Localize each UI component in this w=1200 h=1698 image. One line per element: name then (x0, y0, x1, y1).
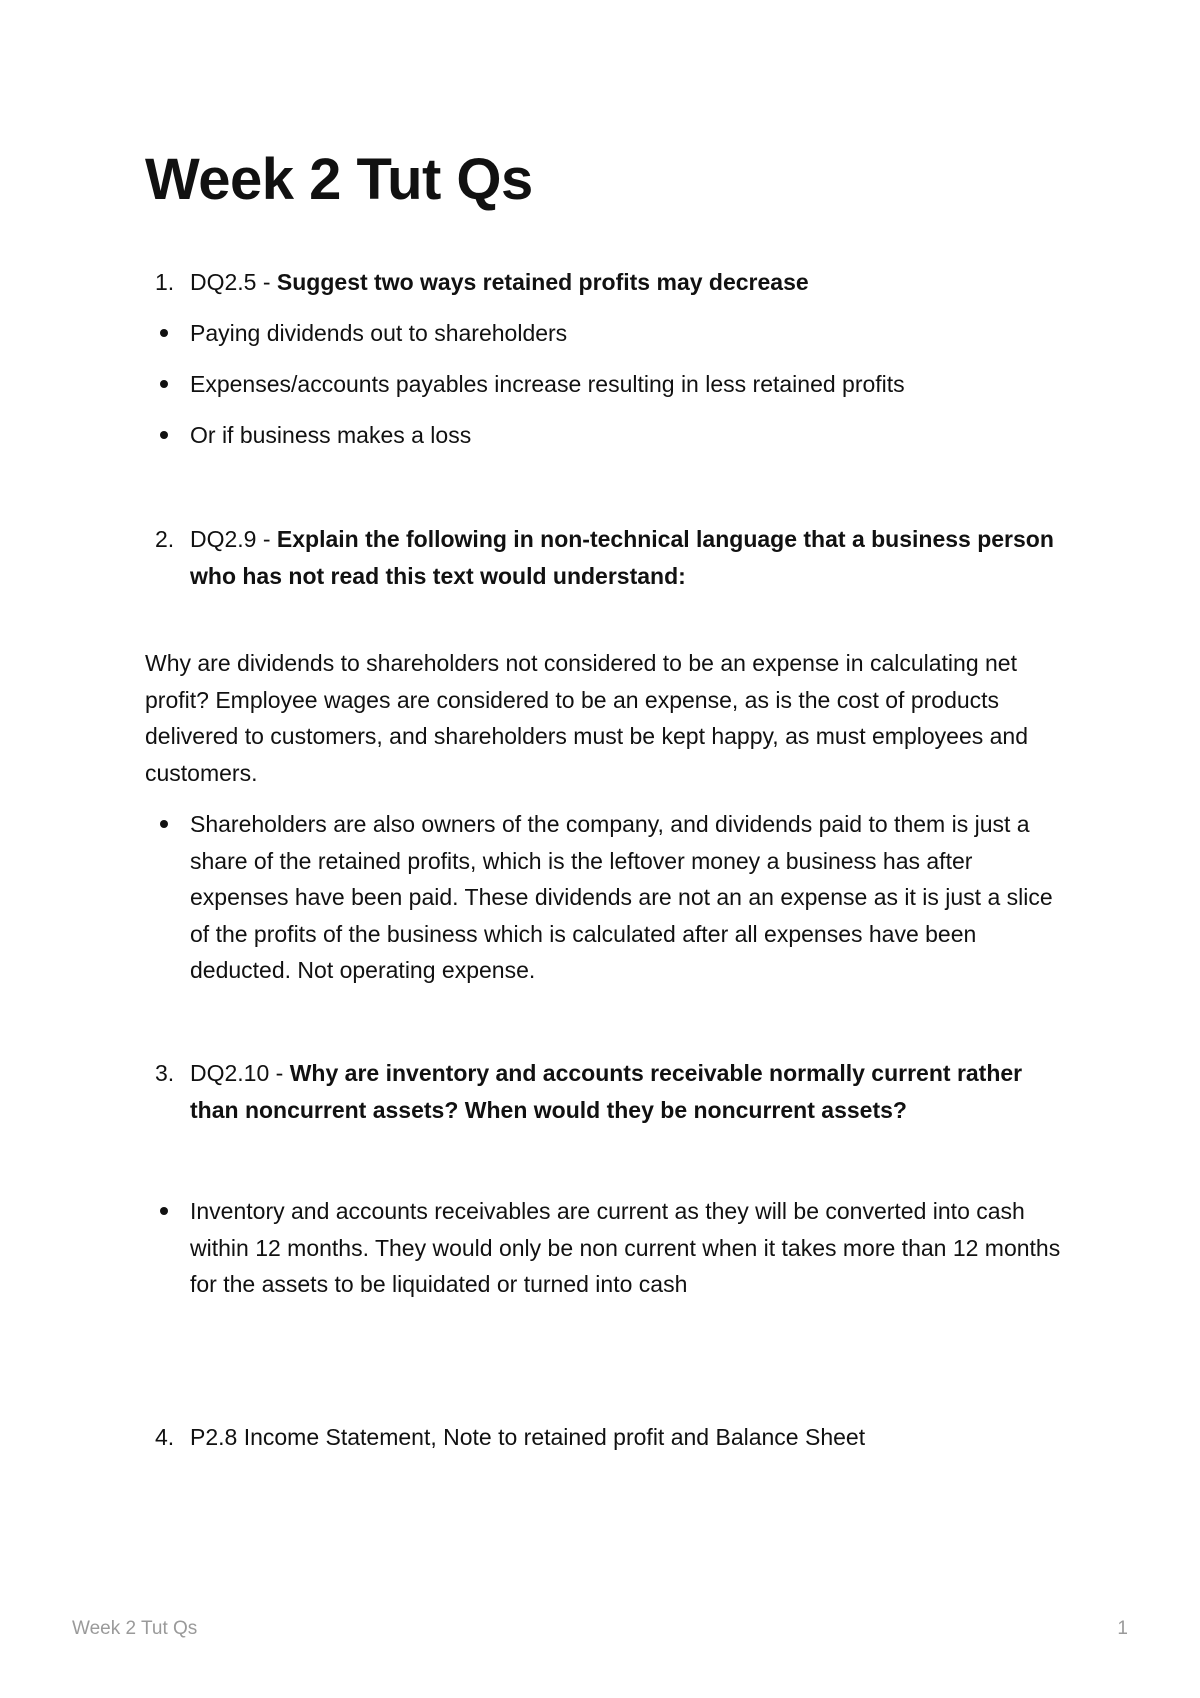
question-4-text: P2.8 Income Statement, Note to retained profit and Balance Sheet (190, 1424, 866, 1450)
question-2-text: Explain the following in non-technical language that a business person who has not read this text would understand: (190, 526, 1054, 589)
bullet-icon (160, 1207, 168, 1215)
question-2-paragraph: Why are dividends to shareholders not considered to be an expense in calculating net profit? Employee wages are considered to be an expense, as is the cost of products delivered to customers, and shareholders must be kept happy, as must employees and customers. (145, 650, 1028, 786)
question-1-number: 1. (155, 269, 175, 295)
footer-title: Week 2 Tut Qs (72, 1618, 198, 1639)
bullet-icon (160, 820, 168, 828)
bullet-icon (160, 380, 168, 388)
question-4-number: 4. (155, 1424, 175, 1450)
question-1 (145, 264, 1075, 301)
page-number: 1 (1117, 1618, 1128, 1639)
bullet-icon (160, 329, 168, 337)
question-1-answer-list (145, 315, 1075, 352)
question-3-number: 3. (155, 1060, 175, 1086)
list-item-text: Or if business makes a loss (190, 422, 472, 448)
list-item (145, 315, 1075, 352)
list-item-text: Shareholders are also owners of the company, and dividends paid to them is just a share of the retained profits, which is the leftover money a business has after expenses have been paid. These dividends are not an an expense as it is just a slice of the profits of the business which is calculated after all expenses have been deducted. Not operating expense. (190, 811, 1053, 983)
list-item-text: Paying dividends out to shareholders (190, 320, 568, 346)
list-item (145, 417, 1075, 454)
question-2-number: 2. (155, 526, 175, 552)
question-3-heading (145, 1055, 1075, 1128)
question-2-answer-list (145, 806, 1075, 989)
question-1-heading (145, 264, 1075, 301)
question-2 (145, 521, 1075, 594)
question-1-text: Suggest two ways retained profits may decrease (276, 269, 809, 295)
question-1-answer-list (145, 366, 1075, 403)
question-2-heading (145, 521, 1075, 594)
question-1-code: DQ2.5 - (190, 269, 277, 295)
question-3 (145, 1055, 1075, 1128)
list-item (145, 1193, 1075, 1303)
question-1-answer-list (145, 417, 1075, 454)
question-4 (145, 1419, 1075, 1456)
list-item-text: Expenses/accounts payables increase resulting in less retained profits (190, 371, 905, 397)
question-4-heading (145, 1419, 1075, 1456)
list-item (145, 366, 1075, 403)
page-title: Week 2 Tut Qs (145, 147, 533, 212)
list-item (145, 806, 1075, 989)
question-3-code: DQ2.10 - (190, 1060, 290, 1086)
question-3-answer-list (145, 1193, 1075, 1303)
list-item-text: Inventory and accounts receivables are current as they will be converted into cash within 12 months. They would only be non current when it takes more than 12 months for the assets to be liquidated or turned into cash (190, 1198, 1061, 1297)
question-3-text: Why are inventory and accounts receivable normally current rather than noncurrent assets? When would they be noncurrent assets? (190, 1060, 1023, 1123)
bullet-icon (160, 431, 168, 439)
question-2-code: DQ2.9 - (190, 526, 277, 552)
